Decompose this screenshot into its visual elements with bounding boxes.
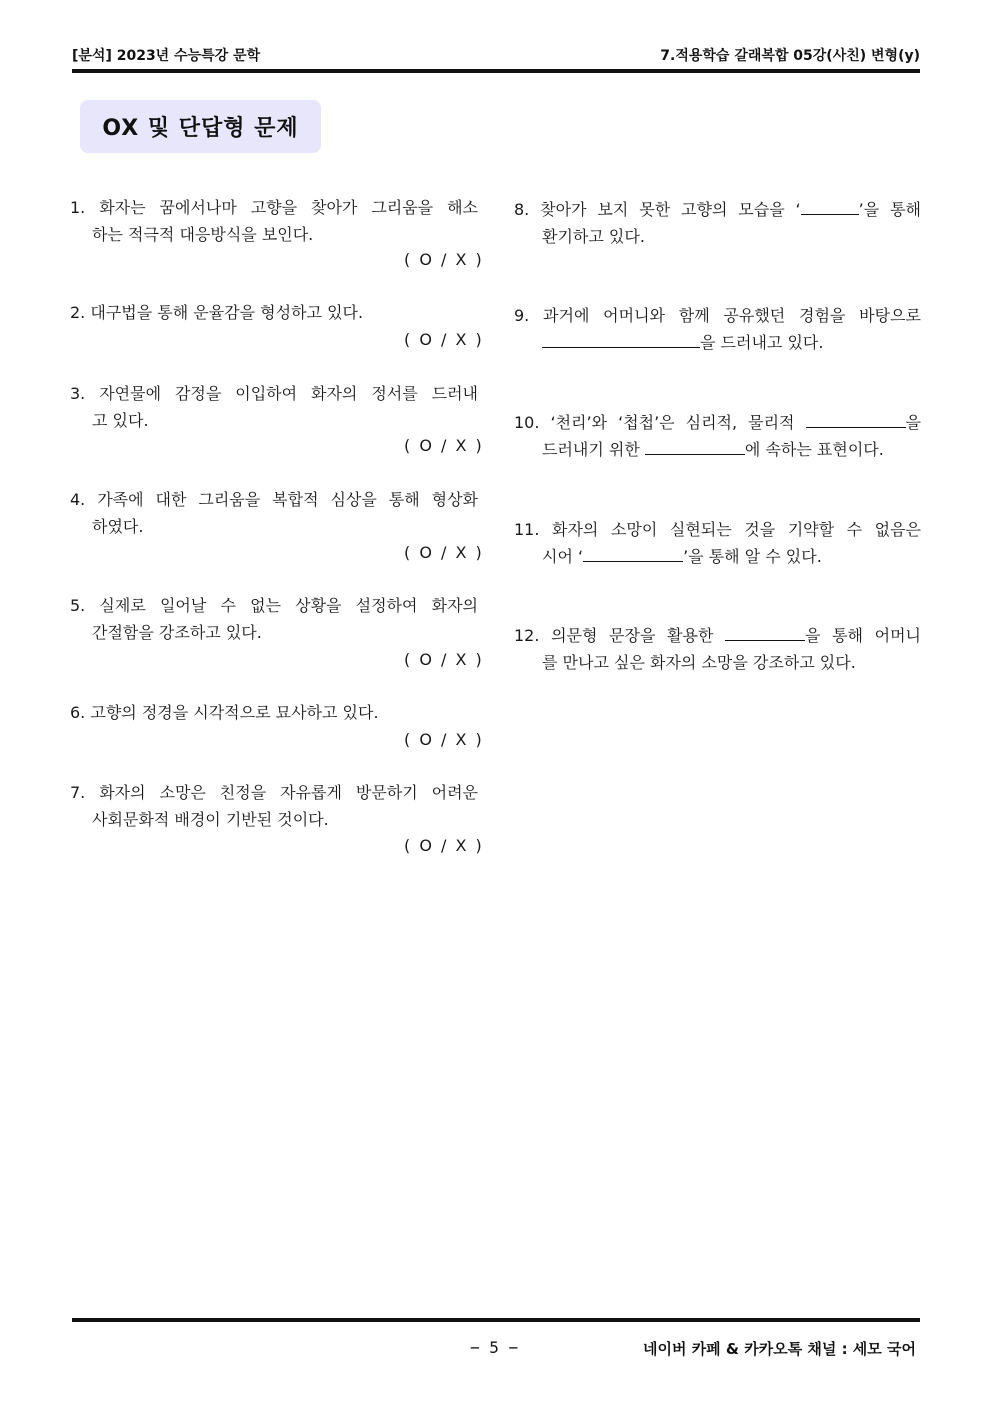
question-number: 1. [70, 198, 86, 217]
footer-channel: 네이버 카페 & 카카오톡 채널 : 세모 국어 [643, 1340, 916, 1358]
ox-mark: ( O / X ) [404, 250, 484, 269]
question-number: 3. [70, 384, 86, 403]
header-right: 7.적용학습 갈래복합 05강(사친) 변형(y) [660, 48, 920, 64]
question-text: ’을 통해 알 수 있다. [683, 547, 822, 566]
question-6 [70, 699, 478, 726]
question-text-cont: 고 있다. [92, 411, 149, 430]
question-text: 가족에 대한 그리움을 복합적 심상을 통해 형상화 [97, 490, 478, 509]
question-text: 화자는 꿈에서나마 고향을 찾아가 그리움을 해소 [99, 198, 478, 217]
question-text: 화자의 소망이 실현되는 것을 기약할 수 없음은 [552, 520, 921, 539]
ox-mark: ( O / X ) [404, 436, 484, 455]
ox-mark: ( O / X ) [404, 836, 484, 855]
question-text-cont: 사회문화적 배경이 기반된 것이다. [92, 810, 329, 829]
question-number: 5. [70, 596, 86, 615]
question-text: 화자의 소망은 친정을 자유롭게 방문하기 어려운 [99, 783, 478, 802]
question-text: 과거에 어머니와 함께 공유했던 경험을 바탕으로 [543, 306, 921, 325]
question-text: 을 [905, 413, 922, 432]
question-text-cont: 간절함을 강조하고 있다. [92, 623, 262, 642]
question-number: 2. [70, 303, 86, 322]
ox-mark: ( O / X ) [404, 650, 484, 669]
answer-blank[interactable] [725, 622, 805, 641]
header-rule [72, 69, 920, 73]
question-9 [514, 302, 921, 356]
question-number: 10. [514, 413, 540, 432]
question-number: 9. [514, 306, 530, 325]
ox-mark: ( O / X ) [404, 330, 484, 349]
question-7 [70, 779, 478, 833]
ox-mark: ( O / X ) [404, 730, 484, 749]
question-text-cont: 환기하고 있다. [542, 227, 645, 246]
question-text: ’을 통해 [858, 200, 922, 219]
question-2 [70, 299, 478, 326]
question-number: 12. [514, 626, 540, 645]
question-10 [514, 409, 921, 463]
ox-mark: ( O / X ) [404, 543, 484, 562]
question-1 [70, 194, 478, 248]
question-number: 11. [514, 520, 540, 539]
question-text-cont: 하는 적극적 대응방식을 보인다. [92, 225, 314, 244]
question-number: 6. [70, 703, 86, 722]
answer-blank[interactable] [583, 543, 683, 562]
question-text: 대구법을 통해 운율감을 형성하고 있다. [90, 303, 364, 322]
section-title: OX 및 단답형 문제 [80, 100, 321, 153]
question-4 [70, 486, 478, 540]
question-text-cont: 하였다. [92, 517, 144, 536]
question-number: 7. [70, 783, 86, 802]
answer-blank[interactable] [806, 409, 906, 428]
question-text: 에 속하는 표현이다. [744, 440, 884, 459]
question-11 [514, 516, 921, 570]
answer-blank[interactable] [801, 196, 859, 215]
question-3 [70, 380, 478, 434]
header-left: [분석] 2023년 수능특강 문학 [72, 48, 261, 64]
question-text: 자연물에 감정을 이입하여 화자의 정서를 드러내 [99, 384, 478, 403]
footer-rule [72, 1318, 920, 1322]
answer-blank[interactable] [645, 436, 745, 455]
question-8 [514, 196, 921, 250]
question-text: 찾아가 보지 못한 고향의 모습을 ‘ [540, 200, 801, 219]
question-text: 을 드러내고 있다. [700, 333, 824, 352]
question-text: 실제로 일어날 수 없는 상황을 설정하여 화자의 [99, 596, 478, 615]
question-text-cont: 를 만나고 싶은 화자의 소망을 강조하고 있다. [542, 653, 856, 672]
question-text: 을 통해 어머니 [805, 626, 921, 645]
question-text: 시어 ‘ [542, 547, 584, 566]
question-text: 드러내기 위한 [542, 440, 645, 459]
question-12 [514, 622, 921, 676]
question-number: 8. [514, 200, 530, 219]
question-text: 의문형 문장을 활용한 [551, 626, 726, 645]
question-number: 4. [70, 490, 86, 509]
answer-blank[interactable] [542, 329, 700, 348]
page-number: − 5 − [470, 1338, 519, 1357]
question-text: ‘천리’와 ‘첩첩’은 심리적, 물리적 [550, 413, 806, 432]
question-text: 고향의 정경을 시각적으로 묘사하고 있다. [90, 703, 379, 722]
question-5 [70, 592, 478, 646]
